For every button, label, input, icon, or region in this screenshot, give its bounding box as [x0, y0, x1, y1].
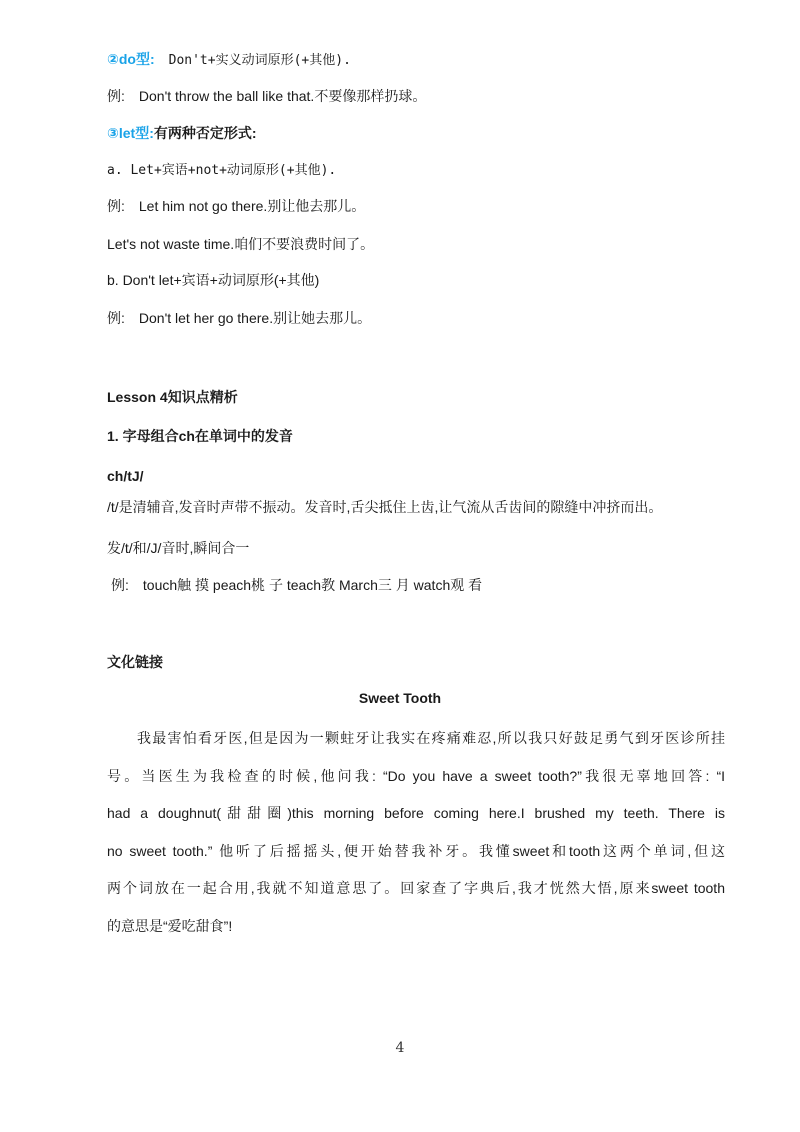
story-line: 我最害怕看牙医,但是因为一颗蛀牙让我实在疼痛难忍,所以我只好鼓足勇气到牙医诊所挂	[137, 730, 725, 746]
do-type-label: ②do型:	[107, 51, 155, 67]
let-type-b-example-line	[107, 308, 371, 329]
story-line: had a doughnut(甜甜圈)this morning before coming here.I brushed my teeth. There is	[107, 805, 725, 821]
story-line: no sweet tooth.” 他听了后摇摇头,便开始替我补牙。我懂sweet和tooth这两个单词,但这	[107, 842, 725, 859]
pronunciation-examples: touch触 摸 peach桃 子 teach教 March三 月 watch观 看	[142, 577, 483, 593]
story-line: 的意思是“爱吃甜食”!	[107, 917, 233, 934]
culture-heading: 文化链接	[107, 654, 163, 670]
example-english: Don't let her go there.	[138, 310, 274, 326]
story-line: 两个词放在一起合用,我就不知道意思了。回家查了字典后,我才恍然大悟,原来sweet tooth	[107, 880, 725, 896]
phonetic-heading: ch/tJ/	[107, 468, 144, 484]
let-type-desc: 有两种否定形式:	[153, 125, 257, 141]
example-english: Don't throw the ball like that.	[138, 88, 315, 104]
let-type-b-rule: b. Don't let+宾语+动词原形(+其他)	[107, 272, 320, 288]
section-heading: 1. 字母组合ch在单词中的发音	[107, 428, 293, 444]
let-type-a-example2-line	[107, 234, 374, 255]
example-chinese: 别让他去那儿。	[267, 199, 366, 215]
let-type-heading-line	[107, 123, 257, 143]
page-number: 4	[395, 1040, 405, 1056]
example-prefix: 例:	[107, 88, 125, 104]
phonetic-explanation: /t/是清辅音,发音时声带不振动。发音时,舌尖抵住上齿,让气流从舌齿间的隙缝中冲挤而出。	[107, 499, 663, 515]
do-type-example-line	[107, 86, 426, 107]
example-chinese: 不要像那样扔球。	[314, 89, 427, 105]
example-english: Let him not go there.	[138, 198, 268, 214]
example-chinese: 咱们不要浪费时间了。	[234, 237, 375, 253]
pronunciation-examples-line	[111, 575, 482, 595]
phonetic-tip: 发/t/和/J/音时,瞬间合一	[107, 540, 250, 556]
lesson-heading: Lesson 4知识点精析	[107, 389, 238, 405]
let-type-a-rule: a. Let+宾语+not+动词原形(+其他).	[107, 163, 337, 178]
let-type-a-example-line	[107, 196, 365, 217]
let-type-label: ③let型:	[107, 125, 154, 141]
do-type-rule-line	[107, 49, 351, 71]
do-type-rule: Don't+实义动词原形(+其他).	[168, 53, 351, 68]
story-line: 号。当医生为我检查的时候,他问我: “Do you have a sweet tooth?”我很无辜地回答: “I	[107, 767, 725, 784]
example-prefix: 例:	[107, 310, 125, 326]
example-prefix: 例:	[111, 577, 129, 593]
story-paragraph	[107, 728, 725, 953]
example-english: Let's not waste time.	[107, 236, 235, 252]
example-prefix: 例:	[107, 198, 125, 214]
example-chinese: 别让她去那儿。	[273, 311, 372, 327]
story-title: Sweet Tooth	[358, 690, 442, 706]
